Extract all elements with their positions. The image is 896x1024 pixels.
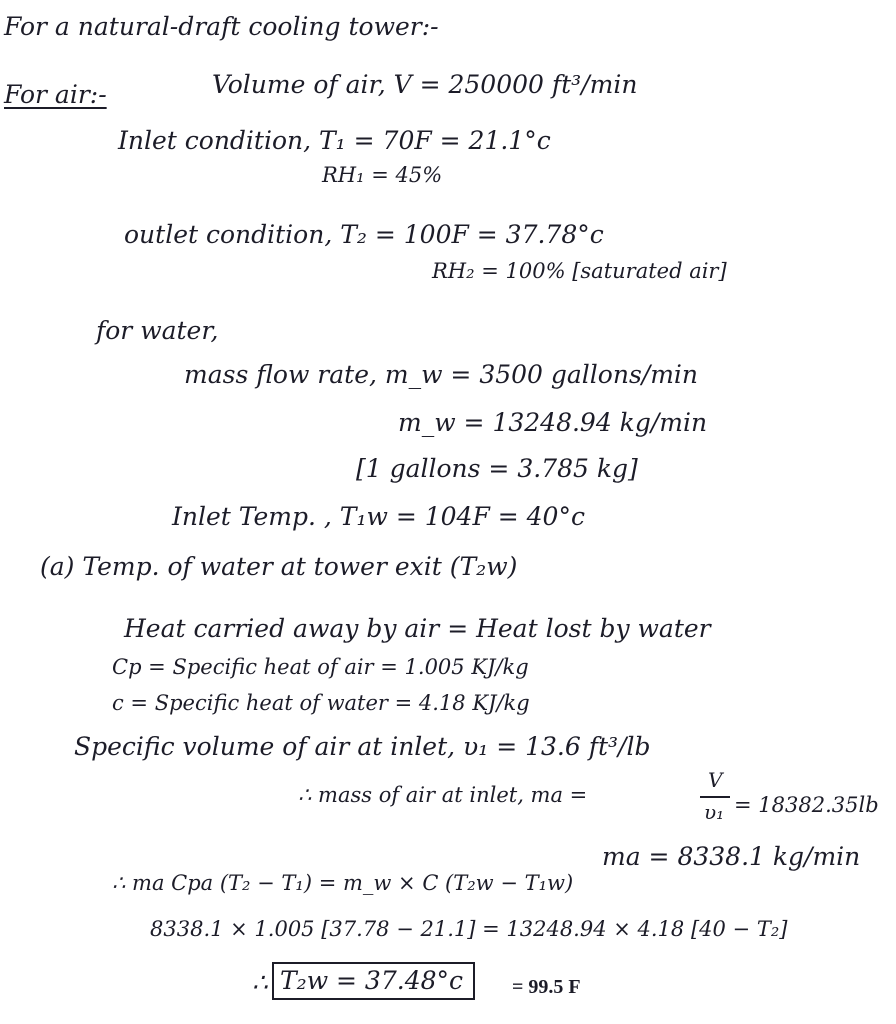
air-specific-heat: Cp = Specific heat of air = 1.005 KJ/kg	[112, 655, 529, 679]
mass-air-result: = 18382.35lb	[734, 793, 879, 817]
water-mass-flow-kg: m_w = 13248.94 kg/min	[398, 408, 708, 437]
result-therefore: ∴	[252, 968, 268, 997]
fraction-denominator: υ₁	[704, 800, 725, 824]
specific-volume-line: Specific volume of air at inlet, υ₁ = 13.6 ft³/lb	[74, 732, 651, 761]
outlet-rh-line: RH₂ = 100% [saturated air]	[432, 259, 727, 283]
gallon-conversion: [1 gallons = 3.785 kg]	[356, 454, 638, 483]
for-air-label: For air:-	[4, 80, 107, 109]
numeric-substitution: 8338.1 × 1.005 [37.78 − 21.1] = 13248.94 × 4.18 [40 − T₂]	[150, 917, 788, 941]
outlet-condition-line: outlet condition, T₂ = 100F = 37.78°c	[124, 220, 604, 249]
mass-air-kg: ma = 8338.1 kg/min	[602, 842, 861, 871]
fraction-numerator: V	[708, 768, 723, 792]
part-a-heading: (a) Temp. of water at tower exit (T₂w)	[40, 552, 518, 581]
energy-balance-equation: ∴ ma Cpa (T₂ − T₁) = m_w × C (T₂w − T₁w)	[112, 871, 574, 895]
air-volume-line: Volume of air, V = 250000 ft³/min	[212, 70, 638, 99]
water-specific-heat: c = Specific heat of water = 4.18 KJ/kg	[112, 691, 530, 715]
water-mass-flow-gallons: mass flow rate, m_w = 3500 gallons/min	[184, 360, 699, 389]
mass-air-prefix: ∴ mass of air at inlet, ma =	[298, 783, 588, 807]
inlet-rh-line: RH₁ = 45%	[322, 163, 443, 187]
for-water-label: for water,	[96, 316, 219, 345]
inlet-condition-line: Inlet condition, T₁ = 70F = 21.1°c	[118, 126, 551, 155]
heat-balance-statement: Heat carried away by air = Heat lost by water	[124, 614, 711, 643]
problem-title: For a natural-draft cooling tower:-	[4, 12, 439, 41]
final-answer-fahrenheit: = 99.5 F	[512, 976, 581, 998]
fraction-bar	[700, 796, 730, 798]
water-inlet-temp: Inlet Temp. , T₁w = 104F = 40°c	[172, 502, 585, 531]
final-answer-box: T₂w = 37.48°c	[272, 962, 475, 1000]
